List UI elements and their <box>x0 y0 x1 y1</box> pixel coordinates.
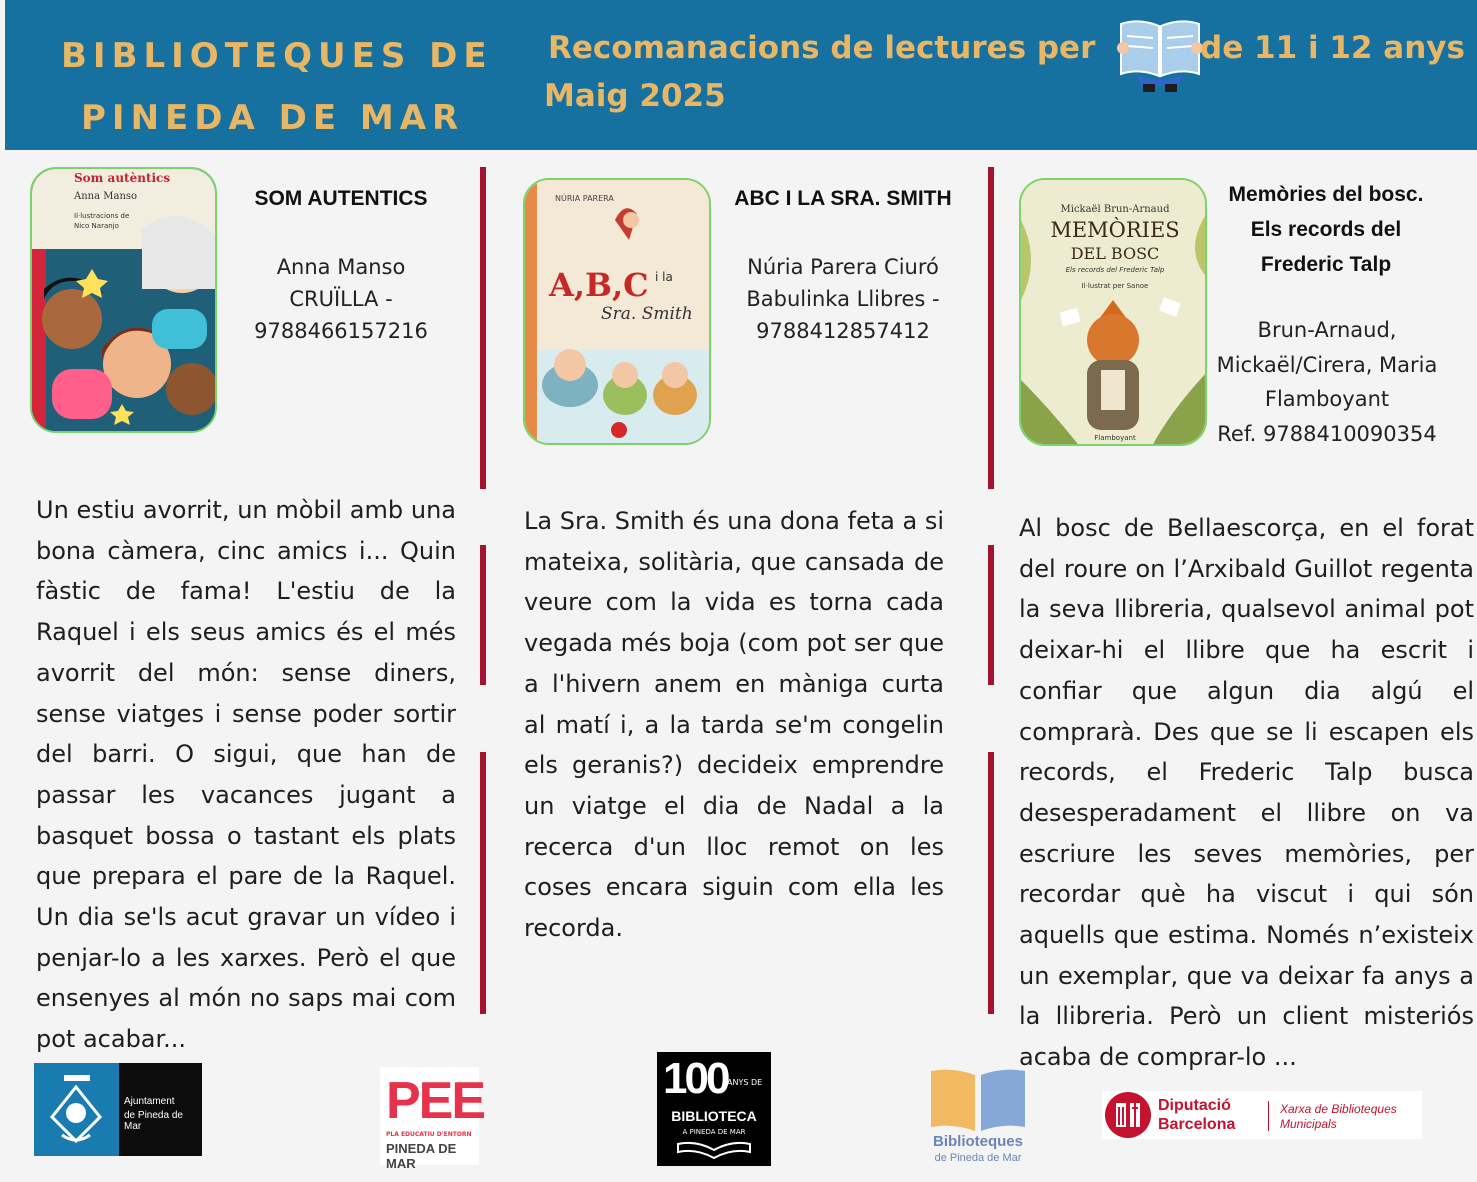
header-banner <box>5 0 1477 150</box>
book-isbn: 9788466157216 <box>254 319 428 343</box>
book-publisher: Babulinka Llibres - <box>746 287 940 311</box>
book-cover-memories-del-bosc[interactable] <box>1019 178 1207 446</box>
open-book-icon <box>674 1140 754 1160</box>
book-title: SOM AUTENTICS <box>254 187 428 210</box>
reading-person-icon <box>1117 14 1203 96</box>
centenary-number: 100 <box>663 1054 728 1103</box>
book-title-line2: Els records del <box>1250 218 1402 241</box>
book-meta <box>722 251 964 347</box>
pine-tree-icon <box>34 1063 119 1156</box>
cover-title: Som autèntics <box>74 171 171 185</box>
biblioteques-line2: de Pineda de Mar <box>934 1152 1022 1164</box>
recommendations-line1: Recomanacions de lectures per <box>548 30 1096 66</box>
centenary-anys: ANYS DE <box>727 1078 763 1087</box>
recommendations-line2: Maig 2025 <box>544 78 726 114</box>
centenary-logo <box>657 1052 771 1166</box>
ajuntament-text-line1: Ajuntament <box>124 1096 175 1107</box>
pee-line2: PINEDA DE MAR <box>386 1141 457 1171</box>
book-isbn: Ref. 9788410090354 <box>1217 421 1437 446</box>
cover-title-abc: A,B,C <box>549 266 649 304</box>
diputacio-logo <box>1102 1091 1422 1139</box>
book-isbn: 9788412857412 <box>756 319 930 343</box>
book-description: La Sra. Smith és una dona feta a si mateixa, solitària, que cansada de veure com la vida es torna cada vegada més boja (com pot ser que a l'hivern anem en màniga curta al matí i, a la tarda se'm congelin els geranis?) decideix emprendre un viatge el dia de Nadal a la recerca d'un lloc remot on les coses encara siguin com ella les recorda. <box>524 507 944 943</box>
cover-author: Anna Manso <box>74 191 138 202</box>
book-author: Anna Manso <box>276 255 406 279</box>
book-title <box>1200 177 1452 282</box>
book-title-line3: Frederic Talp <box>1260 253 1392 276</box>
ajuntament-emblem <box>34 1063 119 1156</box>
cover-publisher: Flamboyant <box>1094 434 1136 442</box>
cover-title-line1: MEMÒRIES <box>1050 218 1180 242</box>
book-cover-som-autentics[interactable] <box>30 167 217 433</box>
book-publisher: Flamboyant <box>1264 387 1390 411</box>
diputacio-line2: Barcelona <box>1158 1116 1236 1133</box>
column-divider <box>988 167 994 489</box>
column-divider <box>988 752 994 1014</box>
pee-logo <box>380 1067 485 1171</box>
book-description: Un estiu avorrit, un mòbil amb una bona càmera, cinc amics i... Quin fàstic de fama! L'estiu de la Raquel i els seus amics és el més avorrit del món: sense diners, sense viatges i sense poder sortir del barri. O sigui, que han de passar les vacances jugant a basquet bossa o tastant els plats que prepara el pare de la Raquel. Un dia se'ls acut gravar un vídeo i penjar-lo a les xarxes. Però el que ensenyes al món no saps mai com pot acabar... <box>36 496 456 1054</box>
book-description: Al bosc de Bellaescorça, en el forat del roure on l’Arxibald Guillot regenta la seva llibreria, qualsevol animal pot deixar-hi el llibre que ha escrit i confiar que algun dia algú el comprarà. Des que se li escapen els records, el Frederic Talp busca desesperadament el llibre on va escriure les seves memòries, per recordar què ha viscut i qui són aquells que estima. Només n’existeix un exemplar, que va deixar fa anys a la llibreria. Però un client misteriós acaba de comprar-lo ... <box>1019 514 1474 1072</box>
open-book-icon <box>925 1065 1031 1135</box>
pee-letters: PEE <box>386 1072 485 1130</box>
cover-title-ila: i la <box>655 270 673 284</box>
diputacio-network-line1: Xarxa de Biblioteques <box>1280 1102 1397 1116</box>
cover-title-smith: Sra. Smith <box>601 304 693 324</box>
cover-illustrator: Il·lustrat per Sanoe <box>1081 282 1149 290</box>
book-meta <box>1198 313 1456 451</box>
library-name-line2: PINEDA DE MAR <box>81 98 465 138</box>
biblioteques-logo <box>925 1065 1031 1165</box>
book-meta <box>230 251 452 347</box>
age-range: de 11 i 12 anys <box>1200 30 1465 66</box>
library-name-line1: BIBLIOTEQUES DE <box>61 36 493 76</box>
cover-subtitle: Els records del Frederic Talp <box>1065 266 1165 274</box>
column-divider <box>480 167 486 489</box>
column-divider <box>480 752 486 1014</box>
book-title-line1: Memòries del bosc. <box>1228 183 1424 206</box>
ajuntament-text-line2: de Pineda de Mar <box>124 1110 183 1132</box>
pee-line1: PLA EDUCATIU D'ENTORN <box>386 1131 472 1138</box>
book-author-line2: Mickaël/Cirera, Maria <box>1216 352 1438 377</box>
book-cover-abc-sra-smith[interactable] <box>523 178 711 445</box>
book-publisher: CRUÏLLA - <box>289 287 393 311</box>
book-title: ABC I LA SRA. SMITH <box>734 187 952 210</box>
biblioteques-line1: Biblioteques <box>932 1133 1023 1150</box>
cover-illustration <box>32 169 217 433</box>
diputacio-emblem-icon <box>1104 1091 1152 1139</box>
diputacio-line1: Diputació <box>1158 1097 1231 1114</box>
ajuntament-logo <box>34 1063 202 1156</box>
diputacio-separator <box>1268 1101 1269 1131</box>
centenary-word: BIBLIOTECA <box>671 1108 757 1124</box>
cover-author: NÚRIA PARERA <box>555 194 614 203</box>
column-divider <box>480 545 486 685</box>
book-author: Núria Parera Ciuró <box>747 255 939 279</box>
cover-illustrator: Il·lustracions de Nico Naranjo <box>74 212 130 230</box>
cover-author: Mickaël Brun-Arnaud <box>1060 204 1170 215</box>
column-divider <box>988 545 994 685</box>
diputacio-network-line2: Municipals <box>1280 1117 1337 1131</box>
book-author-line1: Brun-Arnaud, <box>1257 318 1397 342</box>
cover-title-line2: DEL BOSC <box>1070 244 1160 263</box>
centenary-place: A PINEDA DE MAR <box>682 1128 746 1136</box>
